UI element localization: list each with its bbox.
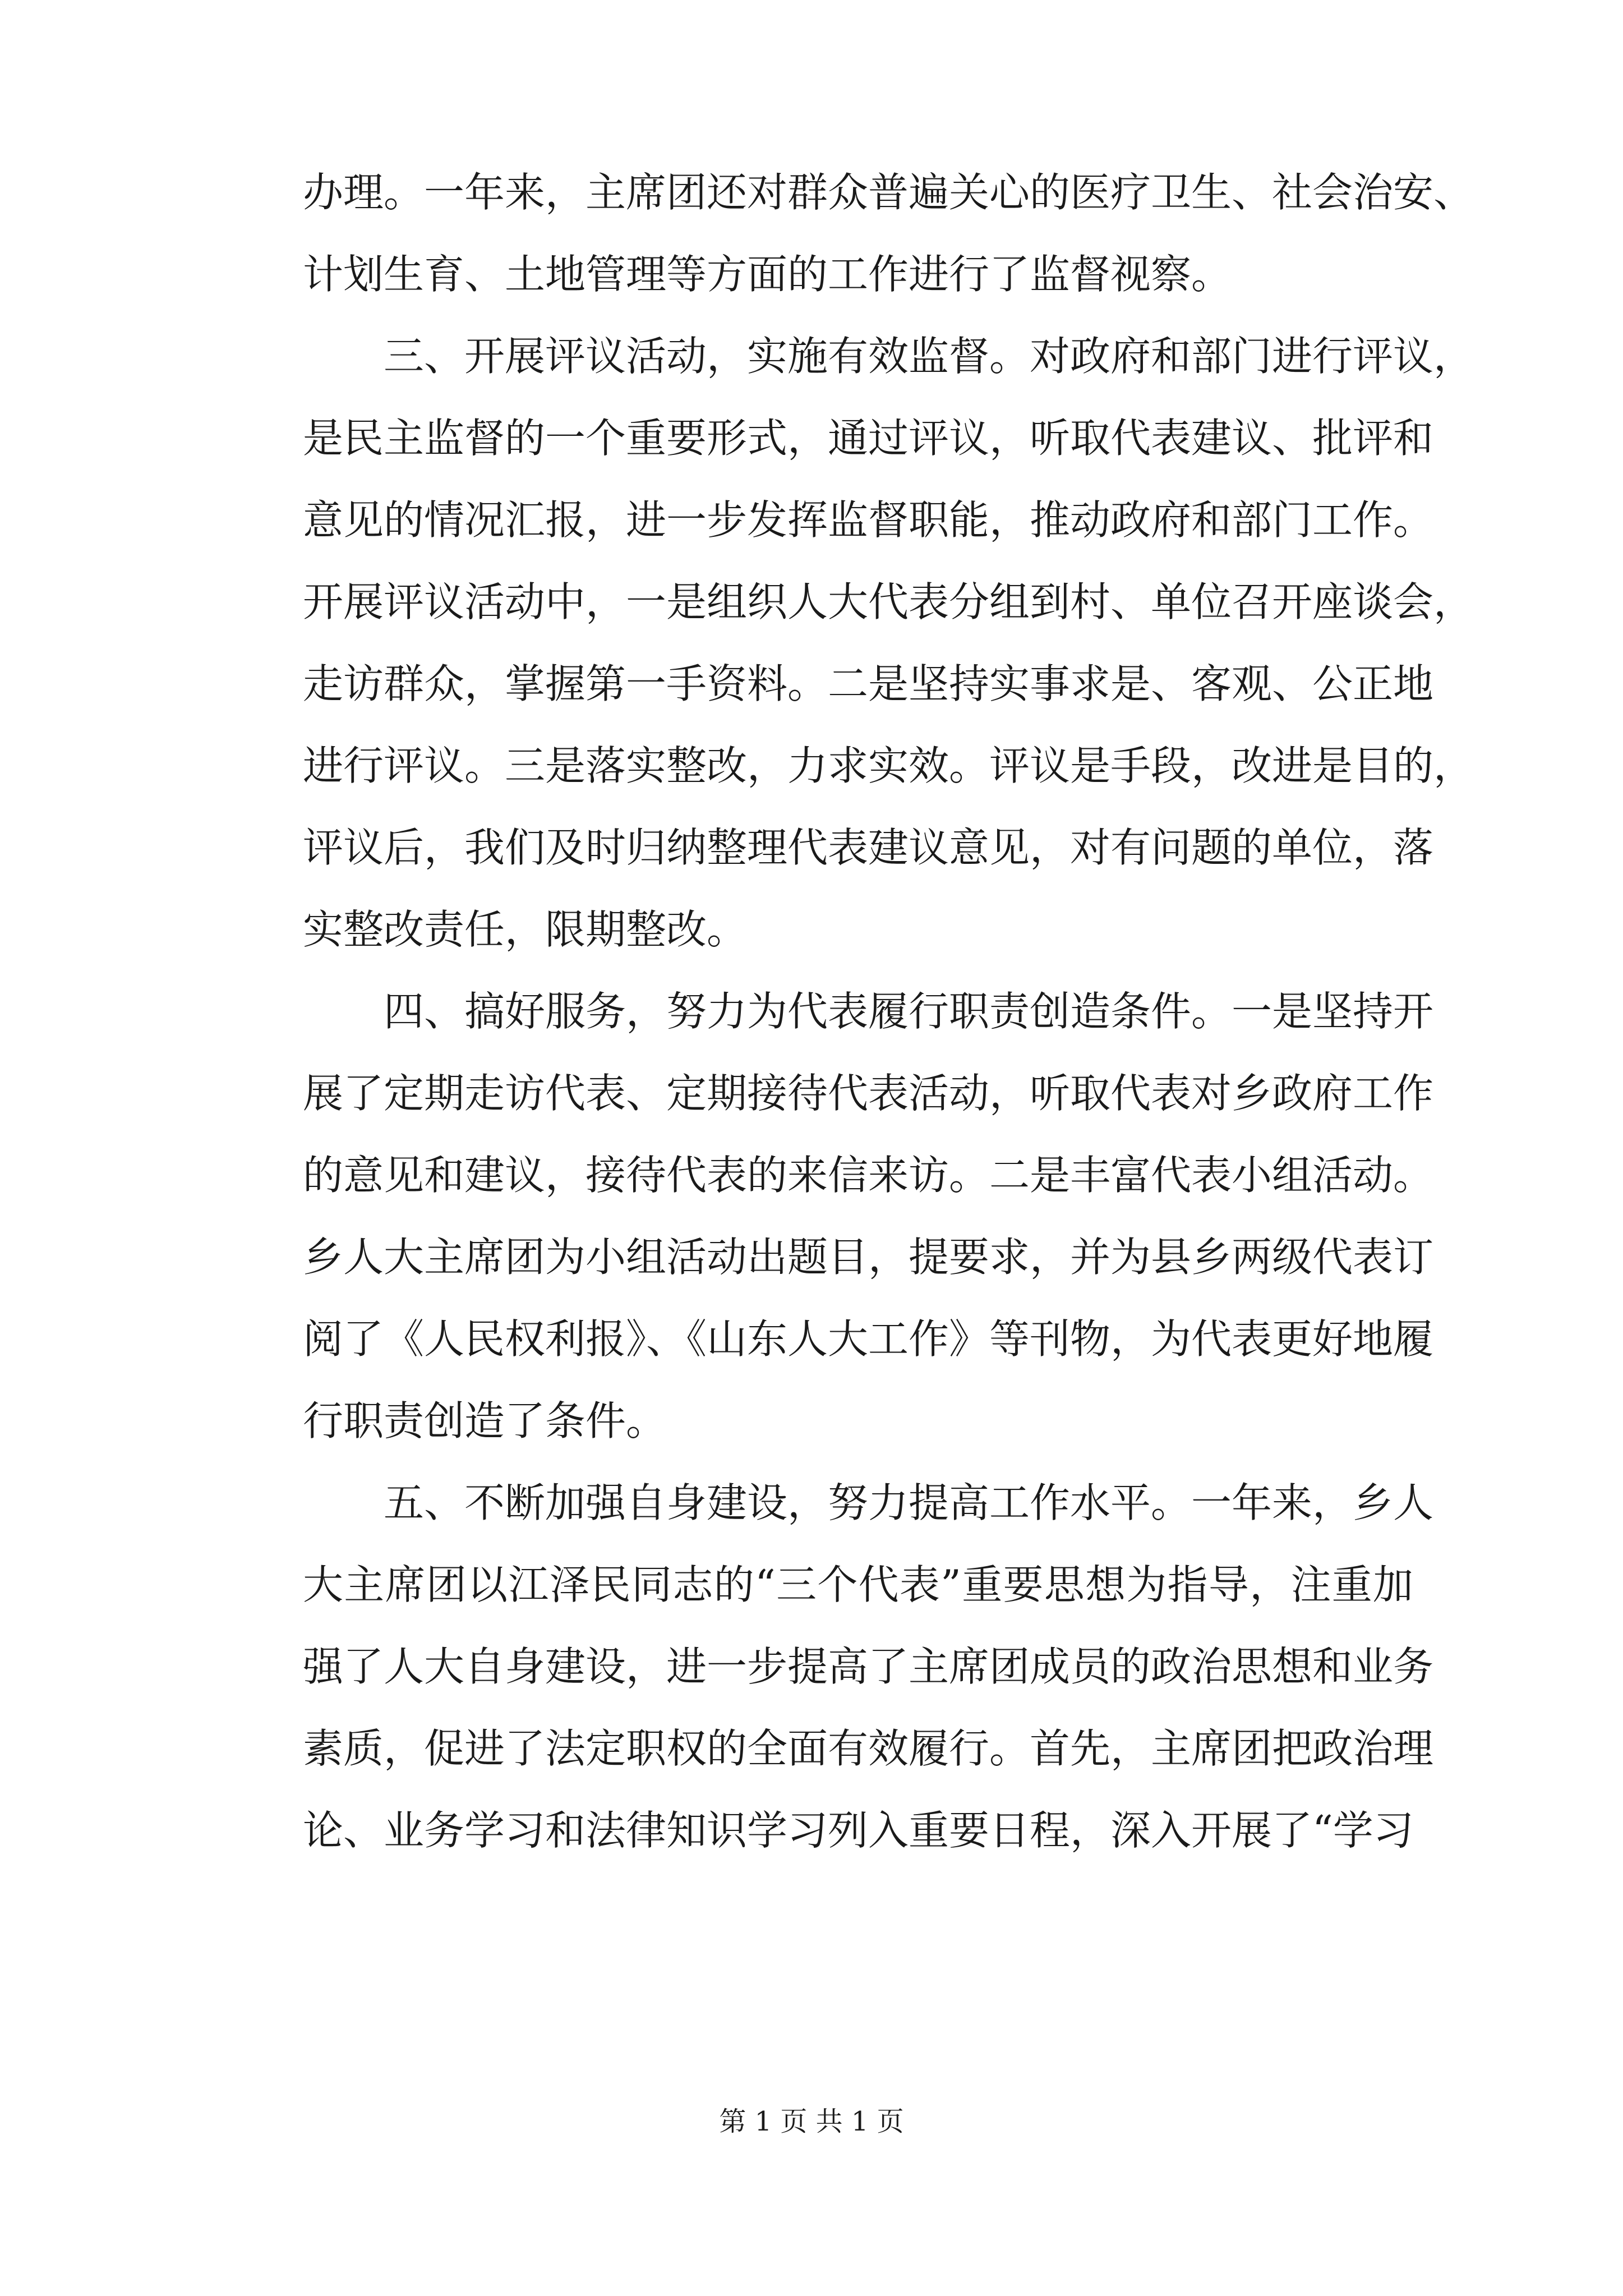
text-line: 计划生育、土地管理等方面的工作进行了监督视察。 [303,251,1232,298]
document-body [303,151,1474,1871]
text-line: 实整改责任，限期整改。 [303,906,748,953]
text-line: 评议后，我们及时归纳整理代表建议意见，对有问题的单位，落 [303,824,1434,871]
text-line: 开展评议活动中，一是组织人大代表分组到村、单位召开座谈会， [303,578,1474,625]
text-line: 论、业务学习和法律知识学习列入重要日程，深入开展了“学习 [303,1807,1414,1854]
text-line: 行职责创造了条件。 [303,1397,667,1444]
text-line: 展了定期走访代表、定期接待代表活动，听取代表对乡政府工作 [303,1070,1434,1117]
text-line: 四、搞好服务，努力为代表履行职责创造条件。一是坚持开 [384,988,1434,1035]
text-line: 乡人大主席团为小组活动出题目，提要求，并为县乡两级代表订 [303,1234,1434,1281]
text-line: 走访群众，掌握第一手资料。二是坚持实事求是、客观、公正地 [303,660,1434,707]
text-line: 意见的情况汇报，进一步发挥监督职能，推动政府和部门工作。 [303,496,1434,544]
text-line: 阅了《人民权利报》、《山东人大工作》等刊物，为代表更好地履 [303,1315,1434,1363]
text-line: 的意见和建议，接待代表的来信来访。二是丰富代表小组活动。 [303,1152,1434,1199]
text-line: 大主席团以江泽民同志的“三个代表”重要思想为指导，注重加 [303,1561,1413,1608]
text-line: 进行评议。三是落实整改，力求实效。评议是手段，改进是目的， [303,742,1474,789]
text-line: 办理。一年来，主席团还对群众普遍关心的医疗卫生、社会治安、 [303,169,1474,216]
text-line: 五、不断加强自身建设，努力提高工作水平。一年来，乡人 [384,1479,1434,1526]
page-number-footer: 第 1 页 共 1 页 [719,2106,904,2137]
text-line: 素质，促进了法定职权的全面有效履行。首先，主席团把政治理 [303,1725,1434,1772]
text-line: 强了人大自身建设，进一步提高了主席团成员的政治思想和业务 [303,1643,1434,1690]
text-line: 是民主监督的一个重要形式，通过评议，听取代表建议、批评和 [303,415,1434,462]
text-line: 三、开展评议活动，实施有效监督。对政府和部门进行评议， [384,333,1474,380]
